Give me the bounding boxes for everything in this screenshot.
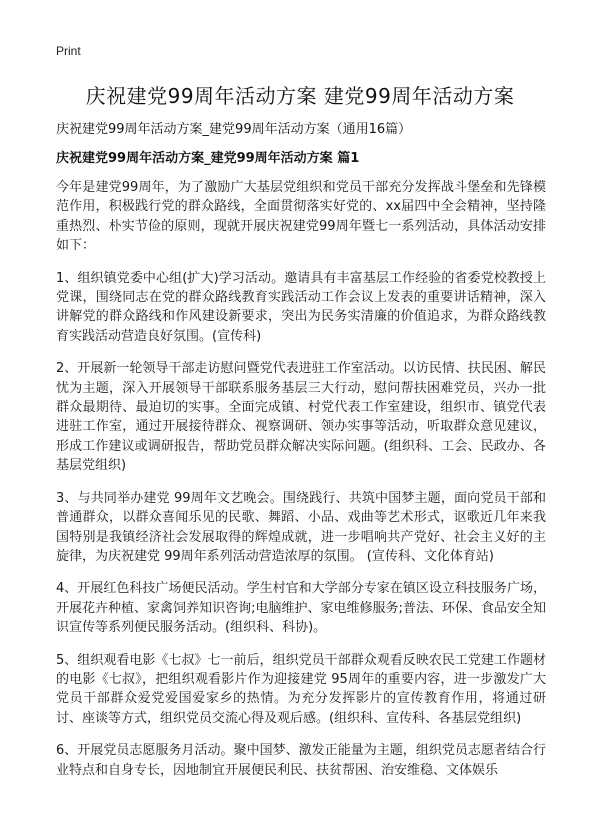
section-heading: 庆祝建党99周年活动方案_建党99周年活动方案 篇1 bbox=[56, 151, 360, 166]
activity-paragraph-5: 5、组织观看电影《七叔》七一前后，组织党员干部群众观看反映农民工党建工作题材的电影《七叔》，把组织观看影片作为迎接建党 95周年的重要内容，进一步激发广大党员干部群众爱党爱国爱家乡的热情。为充分发挥影片的宣传教育作用，将通过研讨、座谈等方式，组织党员交流心得及观后感。(组织科、宣传科、各基层党组织) bbox=[56, 652, 546, 726]
activity-paragraph-1: 1、组织镇党委中心组(扩大)学习活动。邀请具有丰富基层工作经验的省委党校教授上党课，围绕同志在党的群众路线教育实践活动工作会议上发表的重要讲话精神，深入讲解党的群众路线和作风建设新要求，突出为民务实清廉的价值追求，为群众路线教育实践活动营造良好氛围。(宣传科) bbox=[56, 270, 546, 344]
activity-paragraph-3: 3、与共同举办建党 99周年文艺晚会。围绕践行、共筑中国梦主题，面向党员干部和普通群众，以群众喜闻乐见的民歌、舞蹈、小品、戏曲等艺术形式，讴歌近几年来我国特别是我镇经济社会发展取得的辉煌成就，进一步唱响共产党好、社会主义好的主旋律，为庆祝建党 99周年系列活动营造浓厚的氛围。 (宣传科、文化体育站) bbox=[56, 490, 546, 564]
article-body bbox=[56, 178, 546, 793]
document-subtitle: 庆祝建党99周年活动方案_建党99周年活动方案（通用16篇） bbox=[56, 122, 412, 137]
page-title: 庆祝建党99周年活动方案 建党99周年活动方案 bbox=[85, 84, 515, 108]
activity-paragraph-2: 2、开展新一轮领导干部走访慰问暨党代表进驻工作室活动。以访民情、扶民困、解民忧为主题，深入开展领导干部联系服务基层三大行动，慰问帮扶困难党员，兴办一批群众最期待、最迫切的实事。全面完成镇、村党代表工作室建设，组织市、镇党代表进驻工作室，通过开展接待群众、视察调研、领办实事等活动，听取群众意见建议，形成工作建议或调研报告，帮助党员群众解决实际问题。(组织科、工会、民政办、各基层党组织) bbox=[56, 361, 546, 474]
print-link[interactable]: Print bbox=[56, 44, 81, 58]
activity-paragraph-4: 4、开展红色科技广场便民活动。学生村官和大学部分专家在镇区设立科技服务广场，开展花卉种植、家禽饲养知识咨询;电脑维护、家电维修服务;普法、环保、食品安全知识宣传等系列便民服务活动。(组织科、科协)。 bbox=[56, 581, 546, 636]
intro-paragraph: 今年是建党99周年，为了激励广大基层党组织和党员干部充分发挥战斗堡垒和先锋模范作用，积极践行党的群众路线，全面贯彻落实好党的、xx届四中全会精神，坚持隆重热烈、朴实节俭的原则，现就开展庆祝建党99周年暨七一系列活动，具体活动安排如下： bbox=[56, 180, 546, 254]
activity-paragraph-6: 6、开展党员志愿服务月活动。聚中国梦、激发正能量为主题，组织党员志愿者结合行业特点和自身专长，因地制宜开展便民利民、扶贫帮困、治安维稳、文体娱乐 bbox=[56, 743, 546, 778]
